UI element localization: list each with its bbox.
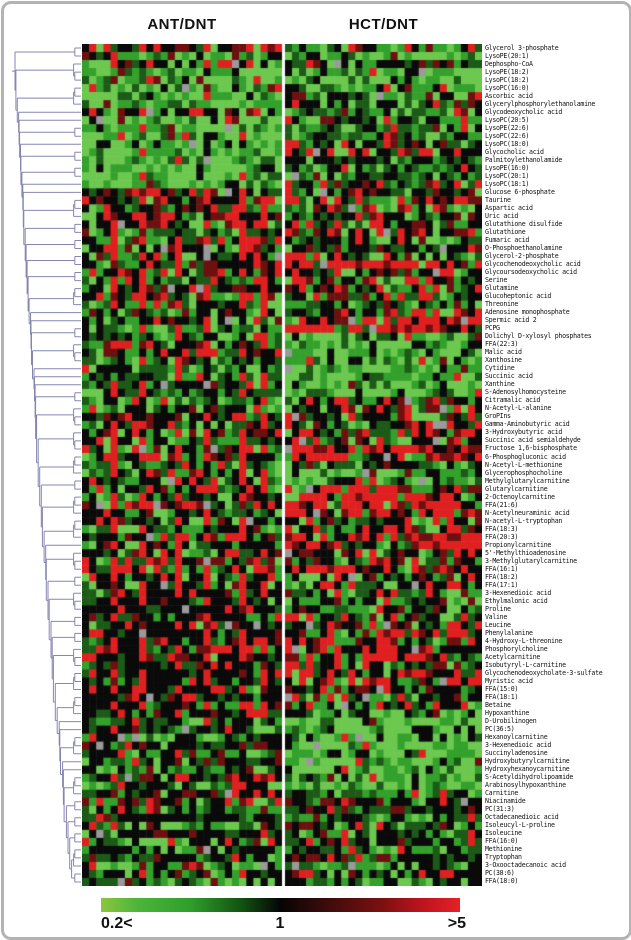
row-label: FFA(22:3)	[485, 340, 519, 349]
row-label: Uric acid	[485, 212, 519, 221]
row-label: Succinic acid semialdehyde	[485, 436, 581, 445]
row-label: Isoleucyl-L-proline	[485, 821, 555, 830]
row-label: N-Acetyl-L-methionine	[485, 460, 563, 469]
row-label: Glycochenodeoxycholate-3-sulfate	[485, 668, 603, 677]
row-label: FFA(20:3)	[485, 532, 519, 541]
row-label: Valine	[485, 612, 508, 621]
row-label: Xanthosine	[485, 356, 522, 365]
row-label: Arabinosylhypoxanthine	[485, 781, 566, 790]
dendrogram-lines	[12, 48, 81, 882]
row-label: LysoPC(20:5)	[485, 115, 530, 124]
row-label: Spermic acid 2	[485, 316, 537, 325]
row-label: LysoPC(16:0)	[485, 83, 530, 92]
row-label: Carnitine	[485, 789, 519, 798]
row-label: LysoPC(18:2)	[485, 75, 530, 84]
row-label: Fumaric acid	[485, 236, 530, 245]
row-label: LysoPE(18:2)	[485, 67, 530, 76]
row-label: Gamma-Aminobutyric acid	[485, 420, 570, 429]
row-label: D-Urobilinogen	[485, 717, 537, 726]
row-label: Proline	[485, 604, 511, 613]
row-label: PC(36:5)	[485, 725, 515, 734]
row-label: Methionine	[485, 845, 522, 854]
row-label: 3-Hexenedioic acid	[485, 741, 552, 750]
row-label: LysoPC(18:0)	[485, 139, 530, 148]
row-label: Glycoursodeoxycholic acid	[485, 268, 577, 277]
row-label: Fructose 1,6-bisphosphate	[485, 444, 577, 453]
row-label: Glutathione disulfide	[485, 220, 563, 229]
scale-max-label: >5	[447, 915, 466, 932]
row-label: Glutathione	[485, 228, 526, 237]
row-label: Glycerol-2-phosphate	[485, 252, 559, 261]
row-label: S-Acetyldihydrolipoamide	[485, 773, 574, 782]
row-label: Glutamine	[485, 284, 519, 293]
row-label: Glycerophosphocholine	[485, 468, 563, 477]
row-label: Cytidine	[485, 364, 515, 373]
row-label: LysoPE(22:6)	[485, 123, 530, 132]
row-label: Betaine	[485, 700, 511, 709]
row-label: 2-Octenoylcarnitine	[485, 492, 555, 501]
row-label: FFA(18:3)	[485, 524, 519, 533]
row-label: 4-Hydroxy-L-threonine	[485, 636, 563, 645]
row-label: Glycerol 3-phosphate	[485, 43, 559, 52]
row-label: Tryptophan	[485, 853, 522, 862]
row-label: FFA(18:2)	[485, 572, 519, 581]
row-label: LysoPC(22:6)	[485, 131, 530, 140]
row-label: 5'-Methylthioadenosine	[485, 548, 566, 557]
row-label-column	[485, 44, 631, 886]
row-label: Xanthine	[485, 380, 515, 389]
row-label: Glucose 6-phosphate	[485, 187, 555, 196]
row-label: Ascorbic acid	[485, 91, 533, 100]
row-label: FFA(16:1)	[485, 564, 519, 573]
row-label: PCPG	[485, 324, 500, 333]
row-label: Isobutyryl-L-carnitine	[485, 660, 566, 669]
row-label: Citramalic acid	[485, 396, 541, 405]
row-label: PC(38:6)	[485, 869, 515, 878]
row-label: 3-Methylglutarylcarnitine	[485, 556, 577, 565]
row-label: FFA(18:1)	[485, 692, 519, 701]
row-label: Octadecanedioic acid	[485, 813, 559, 822]
row-label: FFA(21:6)	[485, 500, 519, 509]
row-label: FFA(18:0)	[485, 877, 519, 886]
row-label: N-acetyl-L-tryptophan	[485, 516, 563, 525]
row-label: Niacinamide	[485, 797, 526, 806]
row-label: Dephospho-CoA	[485, 59, 533, 68]
row-label: O-Phosphoethanolamine	[485, 244, 563, 253]
row-label: Hypoxanthine	[485, 709, 530, 717]
row-label: N-Acetylneuraminic acid	[485, 508, 570, 517]
figure-frame	[1, 1, 631, 940]
row-label: 3-Oxooctadecanoic acid	[485, 861, 566, 870]
row-label: Dolichyl D-xylosyl phosphates	[485, 332, 592, 341]
row-label: Hexanoylcarnitine	[485, 733, 548, 742]
row-label: 3-Hexenedioic acid	[485, 588, 552, 597]
column-group-title-ant-dnt: ANT/DNT	[147, 16, 217, 33]
row-label: Glycodeoxycholic acid	[485, 107, 563, 116]
row-label: Propionylcarnitine	[485, 540, 552, 549]
row-label: Isoleucine	[485, 829, 522, 838]
row-label: Taurine	[485, 196, 511, 204]
row-label: Phosphorylcholine	[485, 644, 548, 653]
row-label: Hydroxyhexanoycarnitine	[485, 765, 570, 774]
row-label: Glycerylphosphorylethanolamine	[485, 99, 596, 108]
row-label: Palmitoylethanolamide	[485, 155, 563, 164]
scale-mid-label: 1	[275, 915, 285, 932]
row-label: PC(31:3)	[485, 805, 515, 814]
row-label: Glutarylcarnitine	[485, 484, 548, 493]
column-group-title-hct-dnt: HCT/DNT	[348, 16, 419, 33]
row-label: LysoPC(18:1)	[485, 179, 530, 188]
row-label: Hydroxybutyrylcarnitine	[485, 757, 570, 766]
row-label: Malic acid	[485, 348, 522, 357]
row-label: N-Acetyl-L-alanine	[485, 404, 552, 413]
row-label: Adenosine monophosphate	[485, 308, 570, 317]
color-scale-gradient-bar	[101, 898, 460, 912]
row-label: Glucoheptonic acid	[485, 292, 552, 301]
row-label: FFA(16:0)	[485, 837, 519, 846]
row-label: 6-Phosphogluconic acid	[485, 452, 566, 461]
heatmap-grid	[82, 44, 482, 886]
row-label: 3-Hydroxybutyric acid	[485, 428, 563, 437]
row-label: Succinyladenosine	[485, 749, 548, 758]
row-label: Acetylcarnitine	[485, 652, 541, 661]
row-label: Aspartic acid	[485, 204, 533, 213]
row-label: Succinic acid	[485, 372, 533, 381]
row-label: S-Adenosylhomocysteine	[485, 388, 566, 397]
row-dendrogram	[4, 4, 82, 940]
row-label: LysoPC(20:1)	[485, 171, 530, 180]
row-label: LysoPE(20:1)	[485, 51, 530, 60]
row-label: GroPIns	[485, 412, 511, 421]
row-label: Serine	[485, 276, 508, 285]
row-label: Ethylmalonic acid	[485, 596, 548, 605]
row-label: FFA(15:0)	[485, 684, 519, 693]
row-label: Methylglutarylcarnitine	[485, 476, 570, 485]
row-label: Myristic acid	[485, 676, 533, 685]
row-label: LysoPE(16:0)	[485, 163, 530, 172]
row-label: Phenylalanine	[485, 628, 533, 637]
row-label: Glycochenodeoxycholic acid	[485, 260, 581, 269]
scale-min-label: 0.2<	[101, 915, 133, 932]
row-label: Leucine	[485, 620, 511, 629]
row-label: Threonine	[485, 300, 519, 309]
row-label: FFA(17:1)	[485, 580, 519, 589]
row-label: Glycocholic acid	[485, 147, 544, 156]
color-scale-legend	[4, 892, 631, 937]
